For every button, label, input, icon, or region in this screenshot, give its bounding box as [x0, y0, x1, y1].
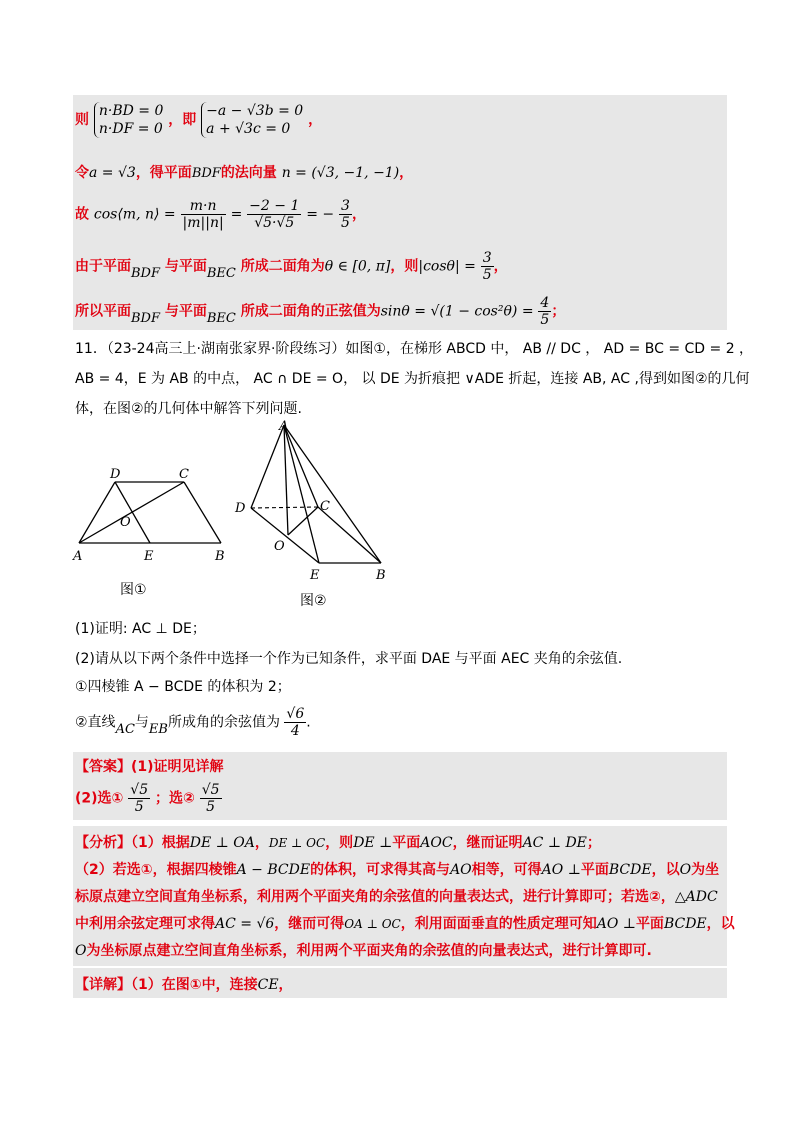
question-2: (2)请从以下两个条件中选择一个作为已知条件，求平面 DAE 与平面 AEC 夹角的余弦值.: [75, 651, 623, 667]
label-b: B: [376, 568, 386, 583]
edge-ad: [79, 482, 115, 543]
let-a-line: 令a = √3，得平面BDF的法向量 n = (√3, −1, −1)，: [75, 165, 414, 181]
system-2: −a − √3b = 0 a + √3c = 0: [201, 102, 303, 138]
figure-2-pyramid: [230, 415, 405, 615]
analysis-line-2: （2）若选①，根据四棱锥A − BCDE的体积，可求得其高与AO相等，可得AO ⊥平面BCDE，以O为坐: [75, 862, 720, 878]
answer-line-1: 【答案】(1)证明见详解: [75, 759, 224, 775]
edge-cb: [184, 482, 221, 543]
analysis-line-4: 中利用余弦定理可求得AC = √6，继而可得OA ⊥ OC，利用面面垂直的性质定理可知AO ⊥平面BCDE，以: [75, 916, 735, 932]
detail-line-1: 【详解】（1）在图①中，连接CE，: [75, 977, 293, 993]
label-c: C: [179, 467, 189, 482]
problem-line-3: 体，在图②的几何体中解答下列问题.: [75, 401, 303, 417]
system-1: n·BD = 0 n·DF = 0: [94, 102, 164, 138]
condition-1: ①四棱锥 A − BCDE 的体积为 2；: [75, 679, 291, 695]
analysis-line-3: 标原点建立空间直角坐标系，利用两个平面夹角的余弦值的向量表达式，进行计算即可；若选②，△ADC: [75, 889, 718, 905]
analysis-line-1: 【分析】（1）根据DE ⊥ OA，DE ⊥ OC，则DE ⊥平面AOC，继而证明AC ⊥ DE；: [75, 835, 601, 851]
problem-line-1: 11．（23-24高三上·湖南张家界·阶段练习）如图①，在梯形 ABCD 中， AB // DC ， AD = BC = CD = 2 ，: [75, 341, 754, 357]
diag-ac: [79, 482, 184, 543]
condition-2: ②直线AC与EB所成角的余弦值为 $\frac{√6}{4}$ .: [75, 706, 311, 739]
seg-oc: [288, 507, 318, 535]
figure-2-caption: 图②: [300, 593, 327, 609]
label-e: E: [310, 568, 320, 583]
label-e: E: [144, 549, 154, 564]
edge-dc-hidden: [251, 507, 318, 508]
dihedral-line: 由于平面BDF 与平面BEC 所成二面角为θ ∈ [0, π]，则|cosθ| = $\frac{3}{5}$ ，: [75, 250, 508, 283]
label-b: B: [215, 549, 225, 564]
system-line: 则 n·BD = 0 n·DF = 0 ，即 −a − √3b = 0 a + √3c = 0 ，: [75, 103, 323, 137]
label-o: O: [274, 539, 285, 554]
question-1: (1)证明: AC ⊥ DE；: [75, 621, 206, 637]
label-a: A: [73, 549, 83, 564]
seg-ao: [284, 425, 288, 535]
edge-cb: [318, 507, 381, 563]
label-d: D: [235, 501, 246, 516]
label-d: D: [110, 467, 121, 482]
problem-line-2: AB = 4，E 为 AB 的中点， AC ∩ DE = O， 以 DE 为折痕把 ∨ADE 折起，连接 AB, AC ,得到如图②的几何: [75, 371, 750, 387]
figure-1-trapezoid: [70, 460, 240, 600]
figure-1-caption: 图①: [120, 582, 147, 598]
answer-line-2: (2)选① $\frac{√5}{5}$ ；选② $\frac{√5}{5}$: [75, 782, 220, 815]
seg-de: [115, 482, 150, 543]
analysis-line-5: O为坐标原点建立空间直角坐标系，利用两个平面夹角的余弦值的向量表达式，进行计算即可.: [75, 943, 652, 959]
edge-ab: [284, 425, 381, 563]
cos-line: 故 cos⟨m, n⟩ = $\frac{m\cdot n}{|m||n|}$ = $\frac{-2 - 1}{√5\cdot√5}$ = − $\frac{3}{5}$ ，: [75, 198, 366, 231]
label-c: C: [320, 499, 330, 514]
label-a: A: [279, 419, 289, 434]
edge-ad: [251, 425, 284, 508]
label-o: O: [120, 515, 131, 530]
edge-ae: [284, 425, 319, 563]
sine-line: 所以平面BDF 与平面BEC 所成二面角的正弦值为sinθ = √(1 − cos²θ) = $\frac{4}{5}$ ；: [75, 295, 566, 328]
